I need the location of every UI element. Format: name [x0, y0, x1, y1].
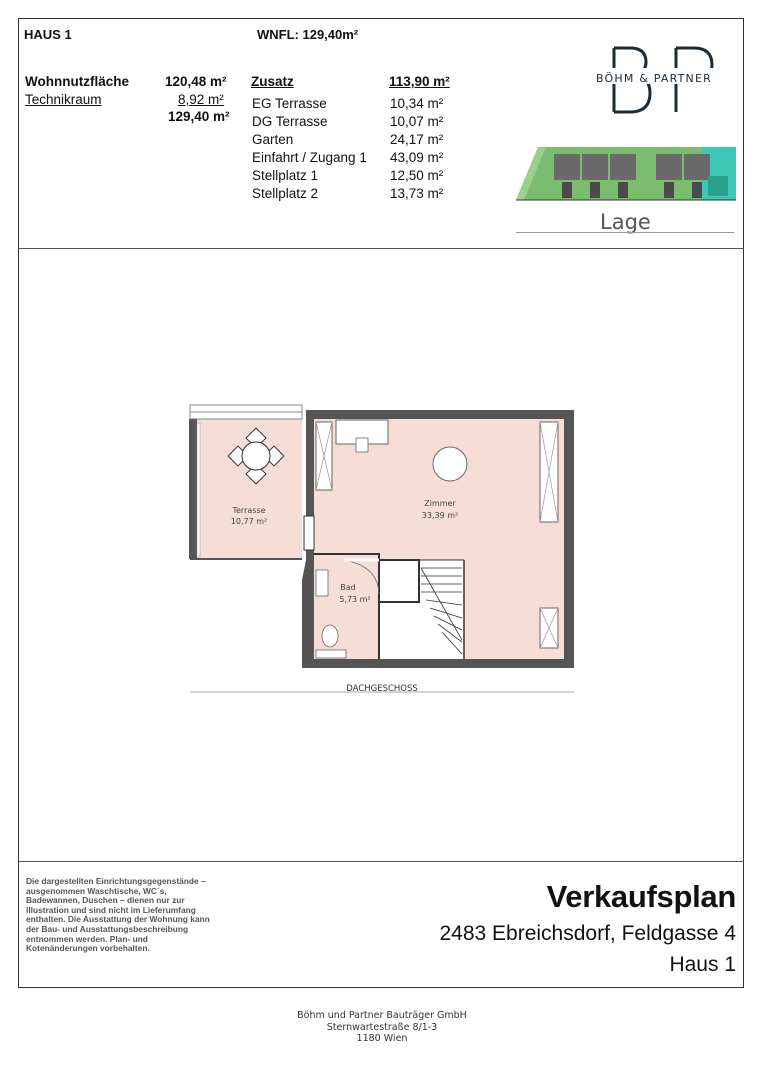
chair-icon	[356, 438, 368, 452]
extra-label: Garten	[252, 132, 294, 147]
technikraum-value: 8,92 m²	[178, 92, 224, 107]
extra-label: Einfahrt / Zugang 1	[252, 150, 367, 165]
footer-company: Böhm und Partner Bauträger GmbH	[297, 1010, 467, 1021]
extra-value: 10,07 m²	[390, 114, 444, 129]
footer-city: 1180 Wien	[356, 1033, 408, 1044]
vanity-icon	[316, 650, 346, 658]
zimmer-label: Zimmer	[424, 499, 456, 508]
site-plan-thumbnail	[516, 142, 738, 204]
footer-divider	[18, 861, 744, 862]
wnfl-label: WNFL: 129,40m²	[257, 27, 359, 42]
lage-label: Lage	[600, 210, 651, 234]
toilet-icon	[322, 625, 338, 647]
bad-area-value: 5,73 m²	[339, 595, 371, 604]
plan-address: 2483 Ebreichsdorf, Feldgasse 4	[439, 922, 736, 945]
living-area-total: 129,40 m²	[168, 109, 230, 124]
extra-label: Stellplatz 2	[252, 186, 319, 201]
extras-heading: Zusatz	[251, 74, 294, 89]
disclaimer-text: Die dargestellten Einrichtungsgegenstände – ausgenommen Waschtische, WC´s, Badewannen, Duschen – dienen nur zur Illustration und sind nicht im Lieferumfang enthalten. Die Ausstattung der Wohnung kann der Bau- und Ausstattungsbeschreibung entnommen werden. Plan- und Kotenänderungen vorbehalten.	[26, 876, 210, 954]
extra-value: 24,17 m²	[390, 132, 444, 147]
terrace-label: Terrasse	[232, 506, 266, 515]
bad-label: Bad	[340, 583, 356, 592]
header-divider	[18, 248, 744, 249]
terrace-door	[304, 516, 314, 550]
lage-underline	[516, 232, 734, 233]
shaft	[379, 560, 419, 602]
living-area-value: 120,48 m²	[165, 74, 227, 89]
extra-value: 12,50 m²	[390, 168, 444, 183]
extra-value: 13,73 m²	[390, 186, 444, 201]
company-footer	[0, 1010, 764, 1045]
floor-label: DACHGESCHOSS	[346, 684, 418, 694]
house-label: HAUS 1	[24, 27, 72, 42]
footer-street: Sternwartestraße 8/1-3	[326, 1021, 438, 1033]
logo-brand: BÖHM & PARTNER	[596, 72, 712, 85]
terrace-area-value: 10,77 m²	[230, 517, 268, 526]
plan-title: Verkaufsplan	[546, 879, 736, 914]
plan-house: Haus 1	[669, 953, 736, 976]
zimmer-area-value: 33,39 m²	[421, 511, 459, 520]
round-table-icon	[433, 447, 467, 481]
extra-label: EG Terrasse	[252, 96, 327, 111]
extra-label: DG Terrasse	[252, 114, 328, 129]
terrace-area	[190, 419, 302, 559]
extras-heading-value: 113,90 m²	[389, 74, 450, 89]
sink-icon	[316, 570, 328, 596]
floor-plan	[186, 400, 578, 700]
technikraum-label: Technikraum	[25, 92, 102, 107]
extra-value: 43,09 m²	[390, 150, 444, 165]
living-area-label: Wohnnutzfläche	[25, 74, 129, 89]
extra-value: 10,34 m²	[390, 96, 444, 111]
extra-label: Stellplatz 1	[252, 168, 319, 183]
